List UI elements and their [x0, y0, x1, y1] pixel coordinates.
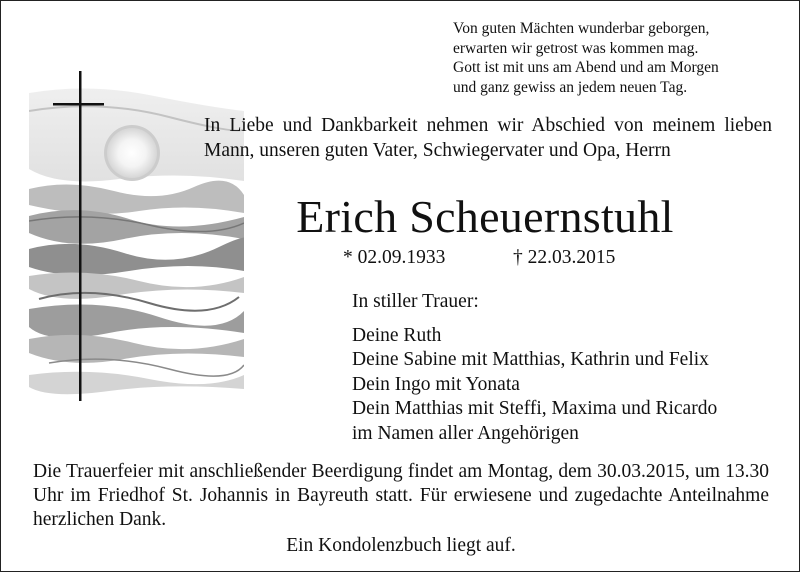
poem-line: Von guten Mächten wunderbar geborgen, [453, 20, 710, 37]
poem [453, 19, 783, 97]
mourner-line: Deine Sabine mit Matthias, Kathrin und Felix [352, 349, 709, 370]
funeral-details: Die Trauerfeier mit anschließender Beerdigung findet am Montag, dem 30.03.2015, um 13.30 Uhr im Friedhof St. Johannis in Bayreuth statt. Für erwiesene und zugedachte Anteilnahme herzlichen Dank. [33, 461, 769, 530]
poem-line: und ganz gewiss an jedem neuen Tag. [453, 78, 688, 96]
death-date: † 22.03.2015 [513, 247, 616, 268]
deceased-name: Erich Scheuernstuhl [296, 191, 674, 242]
mourners-block [352, 290, 782, 446]
mourner-line: Deine Ruth [352, 324, 442, 346]
birth-date: * 02.09.1933 [343, 247, 446, 268]
mourner-line: im Namen aller Angehörigen [352, 422, 579, 444]
condolence-note: Ein Kondolenzbuch liegt auf. [286, 535, 516, 556]
mourner-line: Dein Ingo mit Yonata [352, 373, 520, 395]
intro-text: In Liebe und Dankbarkeit nehmen wir Abschied von meinem lieben Mann, unseren guten Vater, Schwiegervater und Opa, Herrn [204, 115, 772, 161]
mourner-line: Dein Matthias mit Steffi, Maxima und Ricardo [352, 398, 718, 419]
mourning-heading: In stiller Trauer: [352, 291, 479, 312]
poem-line: erwarten wir getrost was kommen mag. [453, 39, 699, 57]
poem-line: Gott ist mit uns am Abend und am Morgen [453, 59, 719, 76]
